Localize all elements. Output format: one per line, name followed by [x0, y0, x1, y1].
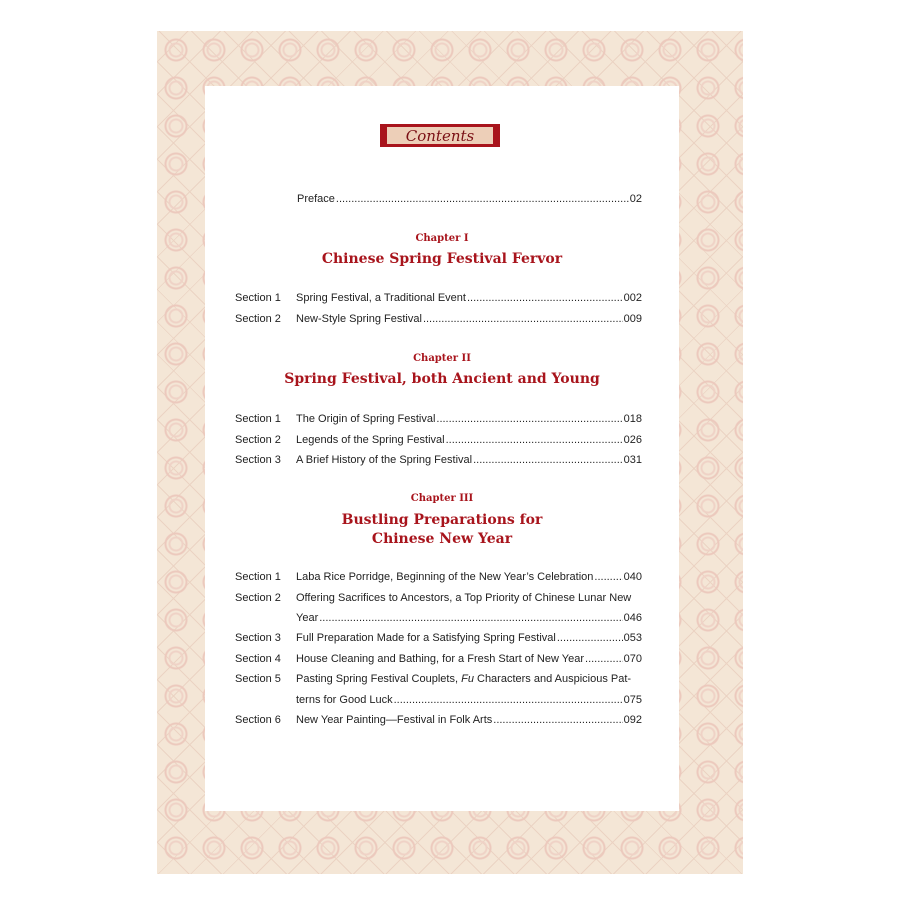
toc-entry[interactable] [235, 631, 642, 645]
chapter-1-label: Chapter I [415, 233, 469, 244]
section-number: Section 2 [235, 592, 281, 604]
section-title: A Brief History of the Spring Festival [296, 454, 473, 466]
page-number: 002 [623, 292, 642, 304]
section-title: Offering Sacrifices to Ancestors, a Top Priority of Chinese Lunar New [296, 592, 632, 604]
toc-entry[interactable] [235, 652, 642, 666]
section-title: New Year Painting—Festival in Folk Arts [296, 714, 493, 726]
page-number: 009 [623, 313, 642, 325]
section-title: Laba Rice Porridge, Beginning of the New Year’s Celebration [296, 571, 594, 583]
section-number: Section 6 [235, 714, 281, 726]
leader-dots [594, 570, 622, 584]
leader-dots [436, 412, 622, 426]
section-title: New-Style Spring Festival [296, 313, 422, 325]
leader-dots [394, 693, 623, 707]
section-number: Section 1 [235, 571, 281, 583]
page-number: 040 [623, 571, 642, 583]
toc-entry[interactable] [235, 433, 642, 447]
section-number: Section 3 [235, 632, 281, 644]
leader-dots [446, 433, 623, 447]
section-title-emphasis: Fu [461, 673, 474, 685]
toc-entry[interactable] [235, 453, 642, 467]
section-title: Full Preparation Made for a Satisfying Spring Festival [296, 632, 556, 644]
leader-dots [467, 291, 623, 305]
preface-label: Preface [297, 193, 335, 205]
leader-dots [493, 713, 622, 727]
chapter-3-label: Chapter III [410, 493, 474, 504]
leader-dots [336, 192, 629, 206]
preface-page: 02 [629, 193, 642, 205]
page-number: 031 [623, 454, 642, 466]
contents-page [205, 86, 679, 811]
toc-entry-continuation[interactable] [296, 693, 642, 707]
section-title: Spring Festival, a Traditional Event [296, 292, 466, 304]
section-number: Section 5 [235, 673, 281, 685]
section-number: Section 1 [235, 292, 281, 304]
leader-dots [473, 453, 623, 467]
section-title [296, 672, 631, 686]
page-number: 092 [623, 714, 642, 726]
leader-dots [557, 631, 623, 645]
section-number: Section 2 [235, 313, 281, 325]
section-number: Section 1 [235, 413, 281, 425]
toc-entry[interactable] [235, 412, 642, 426]
chapter-2-title: Spring Festival, both Ancient and Young [284, 371, 600, 387]
page-number: 018 [623, 413, 642, 425]
preface-entry[interactable] [297, 192, 642, 206]
section-title-continued: terns for Good Luck [296, 694, 393, 706]
toc-entry[interactable] [235, 291, 642, 305]
toc-entry[interactable] [235, 591, 642, 605]
chapter-1-title: Chinese Spring Festival Fervor [321, 251, 563, 267]
section-title-continued: Year [296, 612, 319, 624]
toc-entry[interactable] [235, 570, 642, 584]
toc-entry[interactable] [235, 713, 642, 727]
chapter-3-title-line-2: Chinese New Year [371, 531, 513, 547]
toc-entry[interactable] [235, 672, 642, 686]
page-number: 075 [623, 694, 642, 706]
toc-entry[interactable] [235, 312, 642, 326]
page-number: 026 [623, 434, 642, 446]
leader-dots [585, 652, 623, 666]
contents-title: Contents [387, 127, 493, 144]
page-number: 070 [623, 653, 642, 665]
chapter-2-label: Chapter II [413, 353, 471, 364]
section-title: Legends of the Spring Festival [296, 434, 445, 446]
leader-dots [423, 312, 623, 326]
page-number: 046 [623, 612, 642, 624]
section-number: Section 3 [235, 454, 281, 466]
section-number: Section 4 [235, 653, 281, 665]
chapter-3-title-line-1: Bustling Preparations for [341, 512, 543, 528]
section-title-part: Pasting Spring Festival Couplets, [296, 673, 462, 685]
toc-entry-continuation[interactable] [296, 611, 642, 625]
section-title: The Origin of Spring Festival [296, 413, 436, 425]
contents-title-plate [380, 124, 500, 147]
section-title: House Cleaning and Bathing, for a Fresh Start of New Year [296, 653, 585, 665]
leader-dots [319, 611, 622, 625]
section-title-part: Characters and Auspicious Pat- [473, 673, 632, 685]
page-number: 053 [623, 632, 642, 644]
section-number: Section 2 [235, 434, 281, 446]
